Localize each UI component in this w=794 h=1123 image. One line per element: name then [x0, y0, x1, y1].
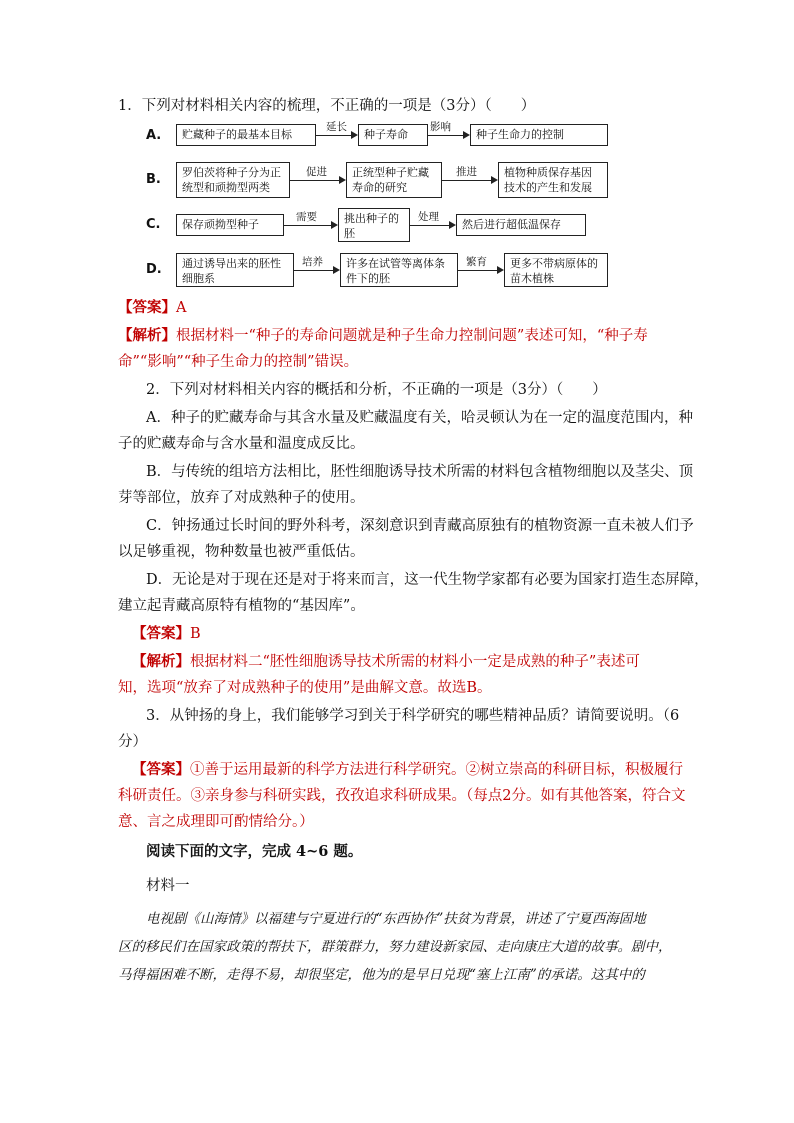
material-label: 材料一 — [146, 878, 190, 894]
q2-analysis-line-1 — [132, 652, 712, 672]
q2-option-c-line-1: C．钟扬通过长时间的野外科考，深刻意识到青藏高原独有的植物资源一直未被人们予 — [146, 518, 694, 534]
option-c-box-3: 然后进行超低温保存 — [456, 214, 586, 236]
option-a-arrow-2 — [428, 135, 468, 136]
option-a-letter: A. — [146, 128, 162, 143]
option-d-arrow-1 — [294, 270, 338, 271]
option-b-arrow-2-label: 推进 — [456, 166, 477, 178]
option-d-arrow-1-label: 培养 — [302, 256, 323, 268]
q3-stem-line-1: 3．从钟扬的身上，我们能够学习到关于科学研究的哪些精神品质？请简要说明。（6 — [146, 708, 680, 724]
q1-diagram — [146, 120, 616, 290]
option-d-letter: D. — [146, 262, 162, 277]
option-a-box-2: 种子寿命 — [358, 124, 428, 146]
option-b-box-1: 罗伯茨将种子分为正统型和顽拗型两类 — [176, 162, 290, 198]
material-paragraph-line-2: 区的移民们在国家政策的帮扶下，群策群力，努力建设新家园、走向康庄大道的故事。剧中， — [118, 939, 672, 955]
q1-analysis-tag: 【解析】 — [118, 327, 176, 344]
option-d-box-3: 更多不带病原体的苗木植株 — [504, 253, 608, 287]
option-a-arrow-1 — [316, 135, 356, 136]
option-d-box-2: 许多在试管等离体条件下的胚 — [340, 253, 458, 287]
q1-answer-value: A — [176, 300, 187, 316]
option-b-arrow-2 — [442, 180, 496, 181]
option-d-box-1: 通过诱导出来的胚性细胞系 — [176, 253, 294, 287]
q2-option-d-line-1: D．无论是对于现在还是对于将来而言，这一代生物学家都有必要为国家打造生态屏障， — [146, 572, 709, 588]
q2-answer-value: B — [190, 626, 201, 642]
option-c-arrow-1 — [284, 225, 336, 226]
option-b-arrow-1 — [290, 180, 344, 181]
option-d-arrow-2 — [458, 270, 502, 271]
q2-option-b-line-2: 芽等部位，放弃了对成熟种子的使用。 — [118, 490, 365, 506]
option-c-arrow-2-label: 处理 — [418, 211, 439, 223]
q2-option-a-line-2: 子的贮藏寿命与含水量和温度成反比。 — [118, 436, 365, 452]
q2-answer-tag: 【答案】 — [132, 625, 190, 642]
q3-answer-line-2: 科研责任。③亲身参与科研实践，孜孜追求科研成果。（每点2分。如有其他答案，符合文 — [118, 788, 686, 804]
option-b-box-2: 正统型种子贮藏寿命的研究 — [346, 162, 442, 198]
option-c-arrow-1-label: 需要 — [296, 211, 317, 223]
q1-stem: 1．下列对材料相关内容的梳理，不正确的一项是（3分）（ ） — [118, 98, 536, 114]
option-c-box-1: 保存顽拗型种子 — [176, 214, 284, 236]
option-a-box-3: 种子生命力的控制 — [470, 124, 608, 146]
q2-analysis-tag: 【解析】 — [132, 653, 190, 670]
section-heading: 阅读下面的文字，完成 4~6 题。 — [146, 843, 363, 860]
material-paragraph-line-3: 马得福困难不断，走得不易，却很坚定，他为的是早日兑现“塞上江南”的承诺。这其中的 — [118, 967, 645, 983]
q2-option-c-line-2: 以足够重视，物种数量也被严重低估。 — [118, 544, 365, 560]
q2-option-b-line-1: B．与传统的组培方法相比，胚性细胞诱导技术所需的材料包含植物细胞以及茎尖、顶 — [146, 464, 694, 480]
q2-option-a-line-1: A．种子的贮藏寿命与其含水量及贮藏温度有关，哈灵顿认为在一定的温度范围内，种 — [146, 410, 693, 426]
option-a-arrow-1-label: 延长 — [326, 121, 347, 133]
q3-answer-tag: 【答案】 — [132, 761, 190, 778]
option-b-arrow-1-label: 促进 — [306, 166, 327, 178]
q1-answer-tag: 【答案】 — [118, 299, 176, 316]
q3-answer-text-1: ①善于运用最新的科学方法进行科学研究。②树立崇高的科研目标，积极履行 — [190, 762, 683, 778]
q3-answer-line-3: 意、言之成理即可酌情给分。） — [118, 814, 314, 830]
q3-stem-line-2: 分） — [118, 734, 147, 750]
q2-analysis-line-2: 知，选项“放弃了对成熟种子的使用”是曲解文意。故选B。 — [118, 680, 492, 696]
material-paragraph-line-1: 电视剧《山海情》以福建与宁夏进行的“东西协作”扶贫为背景，讲述了宁夏西海固地 — [146, 911, 646, 927]
option-d-arrow-2-label: 繁育 — [466, 256, 487, 268]
q1-analysis-line-2: 命”“影响”“种子生命力的控制”错误。 — [118, 354, 359, 370]
option-c-box-2: 挑出种子的胚 — [338, 208, 410, 242]
q2-answer — [132, 624, 712, 644]
option-a-arrow-2-label: 影响 — [430, 121, 451, 133]
option-c-letter: C. — [146, 217, 161, 232]
q2-analysis-text-1: 根据材料二“胚性细胞诱导技术所需的材料小一定是成熟的种子”表述可 — [190, 654, 640, 670]
q1-analysis-line-1 — [118, 326, 698, 346]
option-b-box-3: 植物种质保存基因技术的产生和发展 — [498, 162, 608, 198]
q1-analysis-text-1: 根据材料一“种子的寿命问题就是种子生命力控制问题”表述可知，“种子寿 — [176, 328, 648, 344]
option-c-arrow-2 — [410, 225, 454, 226]
q1-answer — [118, 298, 698, 318]
q2-stem: 2．下列对材料相关内容的概括和分析，不正确的一项是（3分）（ ） — [146, 382, 607, 398]
option-a-box-1: 贮藏种子的最基本目标 — [176, 124, 316, 146]
q2-option-d-line-2: 建立起青藏高原特有植物的“基因库”。 — [118, 598, 365, 614]
option-b-letter: B. — [146, 172, 161, 187]
q3-answer-line-1 — [132, 760, 712, 780]
